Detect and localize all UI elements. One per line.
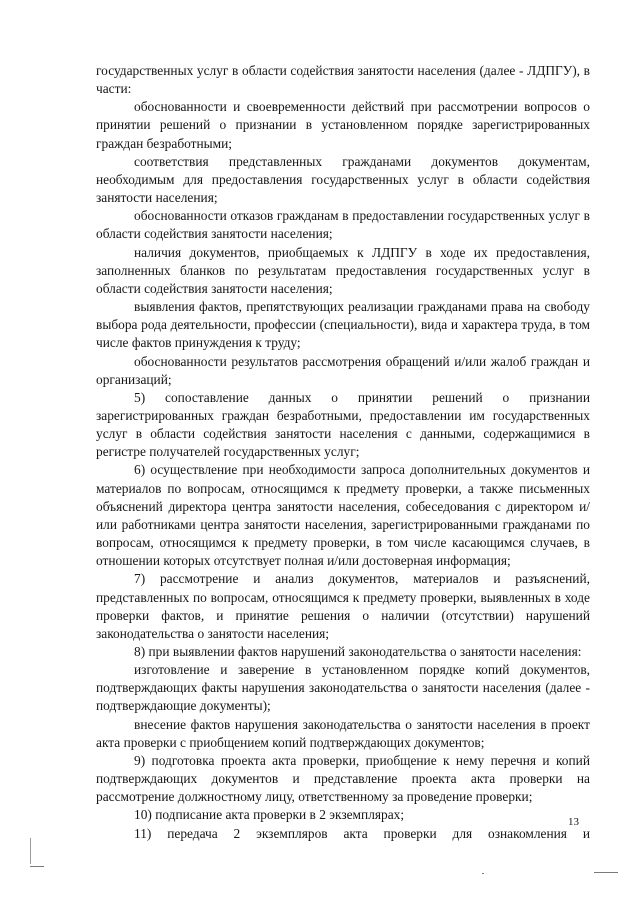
paragraph-item: обоснованности результатов рассмотрения обращений и/или жалоб граждан и организаций;	[96, 353, 590, 387]
paragraph-item-9: 9) подготовка проекта акта проверки, приобщение к нему перечня и копий подтверждающих документов и представление проекта акта проверки на рассмотрение должностному лицу, ответственному за проведение проверки;	[96, 752, 590, 805]
paragraph-item-11: 11) передача 2 экземпляров акта проверки для ознакомления и	[134, 825, 590, 841]
paragraph-item-10: 10) подписание акта проверки в 2 экземплярах;	[134, 807, 405, 823]
paragraph-subitem: изготовление и заверение в установленном порядке копий документов, подтверждающих факты нарушения законодательства о занятости населения (далее - подтверждающие документы);	[96, 662, 590, 714]
paragraph-item-6: 6) осуществление при необходимости запроса дополнительных документов и материалов по вопросам, относящимся к предмету проверки, а также письменных объяснений директора центра занятости населения, собеседования с директором и/или работниками центра занятости населения, зарегистрированными гражданами по вопросам, относящимся к предмету проверки, в том числе касающимся случаев, в отношении которых отсутствует полная и/или достоверная информация;	[96, 462, 590, 569]
paragraph-subitem: внесение фактов нарушения законодательства о занятости населения в проект акта проверки с приобщением копий подтверждающих документов;	[96, 716, 590, 750]
document-body	[96, 62, 590, 843]
page-number: 13	[568, 816, 579, 828]
scan-edge-mark	[594, 872, 618, 873]
paragraph-item: наличия документов, приобщаемых к ЛДПГУ в ходе их предоставления, заполненных бланков по результатам предоставления государственных услуг в области содействия занятости населения;	[96, 244, 590, 296]
scan-edge-mark	[30, 866, 44, 867]
paragraph-item: обоснованности и своевременности действий при рассмотрении вопросов о принятии решений о признании в установленном порядке зарегистрированных граждан безработными;	[96, 99, 590, 151]
paragraph-continuation: государственных услуг в области содействия занятости населения (далее - ЛДПГУ), в части:	[96, 63, 590, 97]
scan-edge-mark	[482, 873, 484, 874]
paragraph-item: обоснованности отказов гражданам в предоставлении государственных услуг в области содействия занятости населения;	[96, 208, 590, 242]
paragraph-item: соответствия представленных гражданами документов документам, необходимым для предоставления государственных услуг в области содействия занятости населения;	[96, 153, 590, 206]
scan-edge-mark	[30, 838, 31, 864]
paragraph-item: выявления фактов, препятствующих реализации гражданами права на свободу выбора рода деятельности, профессии (специальности), вида и характера труда, в том числе фактов принуждения к труду;	[96, 299, 590, 351]
paragraph-item-8: 8) при выявлении фактов нарушений законодательства о занятости населения:	[134, 644, 582, 659]
paragraph-item-5: 5) сопоставление данных о принятии решений о признании зарегистрированных граждан безработными, предоставлении им государственных услуг в области содействия занятости населения с данными, содержащимися в регистре получателей государственных услуг;	[96, 389, 590, 460]
paragraph-item-7: 7) рассмотрение и анализ документов, материалов и разъяснений, представленных по вопросам, относящимся к предмету проверки, выявленных в ходе проверки фактов, и принятие решения о наличии (отсутствии) нарушений законодательства о занятости населения;	[96, 571, 590, 641]
